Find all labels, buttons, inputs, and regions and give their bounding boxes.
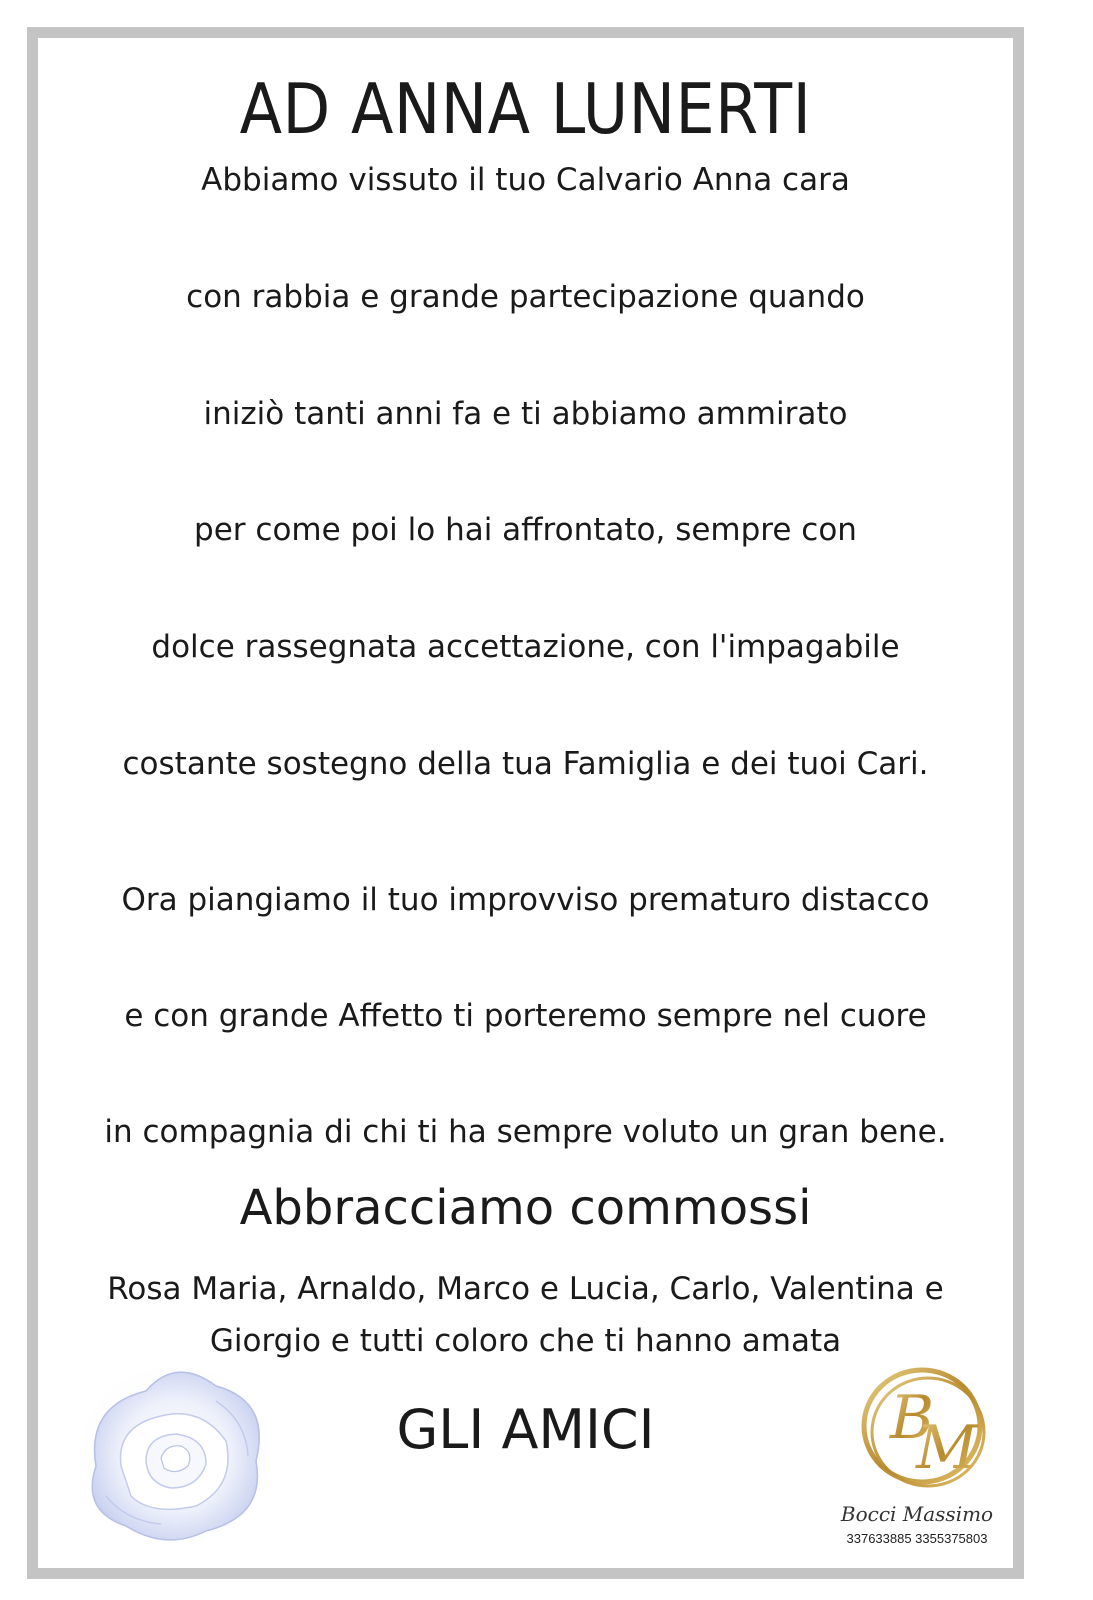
white-rose-image — [66, 1346, 284, 1556]
signature: GLI AMICI — [396, 1398, 655, 1461]
announcement-frame — [27, 27, 1024, 1579]
verse-line: in compagnia di chi ti ha sempre voluto un gran bene. — [104, 1114, 947, 1150]
svg-text:B: B — [890, 1383, 935, 1453]
logo-phones: 337633885 3355375803 — [846, 1531, 988, 1546]
verse-line: per come poi lo hai affrontato, sempre con — [194, 512, 857, 548]
verse-line: e con grande Affetto ti porteremo sempre nel cuore — [124, 998, 927, 1034]
names-line: Rosa Maria, Arnaldo, Marco e Lucia, Carlo, Valentina e — [107, 1271, 944, 1307]
svg-text:M: M — [916, 1413, 978, 1483]
logo-name: Bocci Massimo — [840, 1502, 994, 1526]
verse-line: Abbiamo vissuto il tuo Calvario Anna cara — [201, 162, 850, 198]
bm-monogram-logo — [850, 1358, 1000, 1508]
closing-phrase: Abbracciamo commossi — [239, 1180, 812, 1236]
verse-line: dolce rassegnata accettazione, con l'impagabile — [151, 629, 900, 665]
announcement-title: AD ANNA LUNERTI — [239, 68, 812, 150]
verse-line: costante sostegno della tua Famiglia e dei tuoi Cari. — [122, 746, 929, 782]
verse-line: con rabbia e grande partecipazione quando — [186, 279, 865, 315]
names-line: Giorgio e tutti coloro che ti hanno amata — [209, 1323, 842, 1359]
verse-line: Ora piangiamo il tuo improvviso prematuro distacco — [121, 882, 930, 918]
verse-line: iniziò tanti anni fa e ti abbiamo ammirato — [203, 396, 848, 432]
